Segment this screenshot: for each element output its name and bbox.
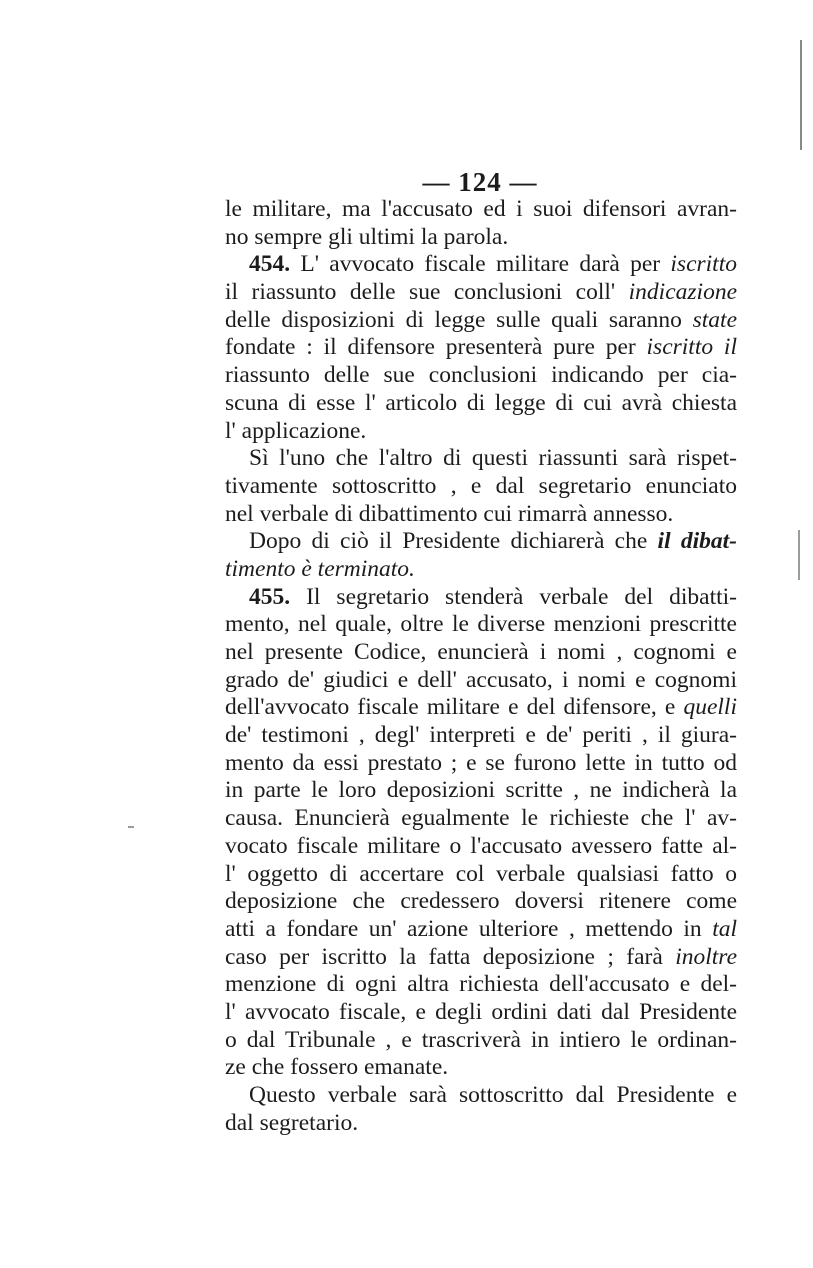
text-segment: nel verbale di dibattimento cui rimarrà annesso. bbox=[225, 500, 674, 527]
text-segment: state bbox=[692, 306, 737, 333]
text-segment: scuna di esse l' articolo di legge di cui avrà chiesta bbox=[225, 389, 737, 416]
text-segment: fondate : il difensore presenterà pure per bbox=[225, 334, 647, 361]
text-segment: il riassunto delle sue conclusioni coll' bbox=[225, 279, 629, 306]
text-segment: de' testimoni , degl' interpreti e de' periti , il giura- bbox=[225, 722, 737, 749]
text-line bbox=[225, 916, 737, 944]
text-segment: timento è terminato. bbox=[225, 555, 415, 582]
text-line bbox=[225, 556, 737, 584]
left-edge-dot bbox=[128, 826, 134, 828]
text-segment: deposizione che credessero doversi ritenere come bbox=[225, 888, 737, 915]
text-line bbox=[225, 999, 737, 1027]
text-segment: quelli bbox=[683, 694, 737, 721]
text-segment: Sì l'uno che l'altro di questi riassunti sarà rispet- bbox=[249, 445, 737, 472]
text-line bbox=[225, 418, 737, 446]
text-segment: dell'avvocato fiscale militare e del difensore, e bbox=[225, 694, 684, 721]
text-line bbox=[225, 694, 737, 722]
text-segment: tivamente sottoscritto , e dal segretario enunciato bbox=[225, 472, 737, 499]
right-edge-line bbox=[800, 40, 802, 150]
text-segment: iscritto bbox=[670, 251, 737, 278]
text-segment: causa. Enuncierà egualmente le richieste che l' av- bbox=[225, 805, 737, 832]
text-line bbox=[225, 861, 737, 889]
text-line bbox=[225, 279, 737, 307]
text-segment: il dibat- bbox=[657, 528, 738, 555]
text-line bbox=[225, 528, 737, 556]
text-segment: l' applicazione. bbox=[225, 417, 367, 444]
text-line bbox=[225, 334, 737, 362]
text-segment: tal bbox=[712, 915, 737, 942]
text-line bbox=[225, 501, 737, 529]
text-line bbox=[225, 971, 737, 999]
right-edge-line-lower bbox=[798, 530, 800, 580]
text-line bbox=[225, 584, 737, 612]
text-line bbox=[225, 390, 737, 418]
text-line bbox=[225, 224, 737, 252]
page-number-header: — 124 — bbox=[422, 167, 538, 197]
article-number: 454. bbox=[249, 251, 291, 278]
text-line bbox=[225, 196, 737, 224]
text-segment: Il segretario stenderà verbale del dibatti- bbox=[290, 583, 737, 610]
text-segment: delle disposizioni di legge sulle quali saranno bbox=[225, 306, 693, 333]
text-line bbox=[225, 1082, 737, 1110]
text-segment: Questo verbale sarà sottoscritto dal Presidente e bbox=[249, 1082, 737, 1108]
article-number: 455. bbox=[249, 583, 291, 610]
text-segment: no sempre gli ultimi la parola. bbox=[225, 223, 509, 250]
text-line bbox=[225, 307, 737, 335]
text-segment: riassunto delle sue conclusioni indicando per cia- bbox=[225, 362, 737, 389]
text-line bbox=[225, 1110, 737, 1138]
text-segment: grado de' giudici e dell' accusato, i nomi e cognomi bbox=[225, 666, 737, 693]
text-line bbox=[225, 611, 737, 639]
text-line bbox=[225, 777, 737, 805]
text-segment: in parte le loro deposizioni scritte , ne indicherà la bbox=[225, 777, 737, 804]
text-segment: l' oggetto di accertare col verbale qualsiasi fatto o bbox=[225, 860, 737, 887]
text-segment: mento da essi prestato ; e se furono lette in tutto od bbox=[225, 749, 737, 776]
text-segment: le militare, ma l'accusato ed i suoi difensori avran- bbox=[225, 196, 737, 222]
text-line bbox=[225, 251, 737, 279]
text-line bbox=[225, 639, 737, 667]
text-segment: vocato fiscale militare o l'accusato avessero fatte al- bbox=[225, 832, 737, 859]
text-segment: inoltre bbox=[675, 943, 737, 970]
text-line bbox=[225, 667, 737, 695]
text-segment: atti a fondare un' azione ulteriore , mettendo in bbox=[225, 915, 713, 942]
text-segment: mento, nel quale, oltre le diverse menzioni prescritte bbox=[225, 611, 737, 638]
text-segment: o dal Tribunale , e trascriverà in intiero le ordinan- bbox=[225, 1026, 737, 1053]
text-segment: L' avvocato fiscale militare darà per bbox=[290, 251, 671, 278]
text-segment: caso per iscritto la fatta deposizione ; farà bbox=[225, 943, 676, 970]
body-text bbox=[225, 196, 737, 1137]
text-line bbox=[225, 362, 737, 390]
text-line bbox=[225, 1054, 737, 1082]
text-line bbox=[225, 445, 737, 473]
text-line bbox=[225, 944, 737, 972]
text-line bbox=[225, 750, 737, 778]
text-segment: iscritto il bbox=[646, 334, 737, 361]
text-segment: ze che fossero emanate. bbox=[225, 1054, 449, 1081]
text-line bbox=[225, 833, 737, 861]
text-line bbox=[225, 722, 737, 750]
text-line bbox=[225, 1027, 737, 1055]
text-line bbox=[225, 805, 737, 833]
text-segment: menzione di ogni altra richiesta dell'accusato e del- bbox=[225, 971, 737, 998]
text-segment: l' avvocato fiscale, e degli ordini dati dal Presidente bbox=[225, 998, 737, 1025]
text-line bbox=[225, 473, 737, 501]
text-segment: Dopo di ciò il Presidente dichiarerà che bbox=[249, 528, 658, 555]
text-segment: nel presente Codice, enuncierà i nomi , cognomi e bbox=[225, 639, 737, 665]
text-segment: indicazione bbox=[628, 279, 737, 306]
text-segment: dal segretario. bbox=[225, 1109, 359, 1136]
text-line bbox=[225, 888, 737, 916]
